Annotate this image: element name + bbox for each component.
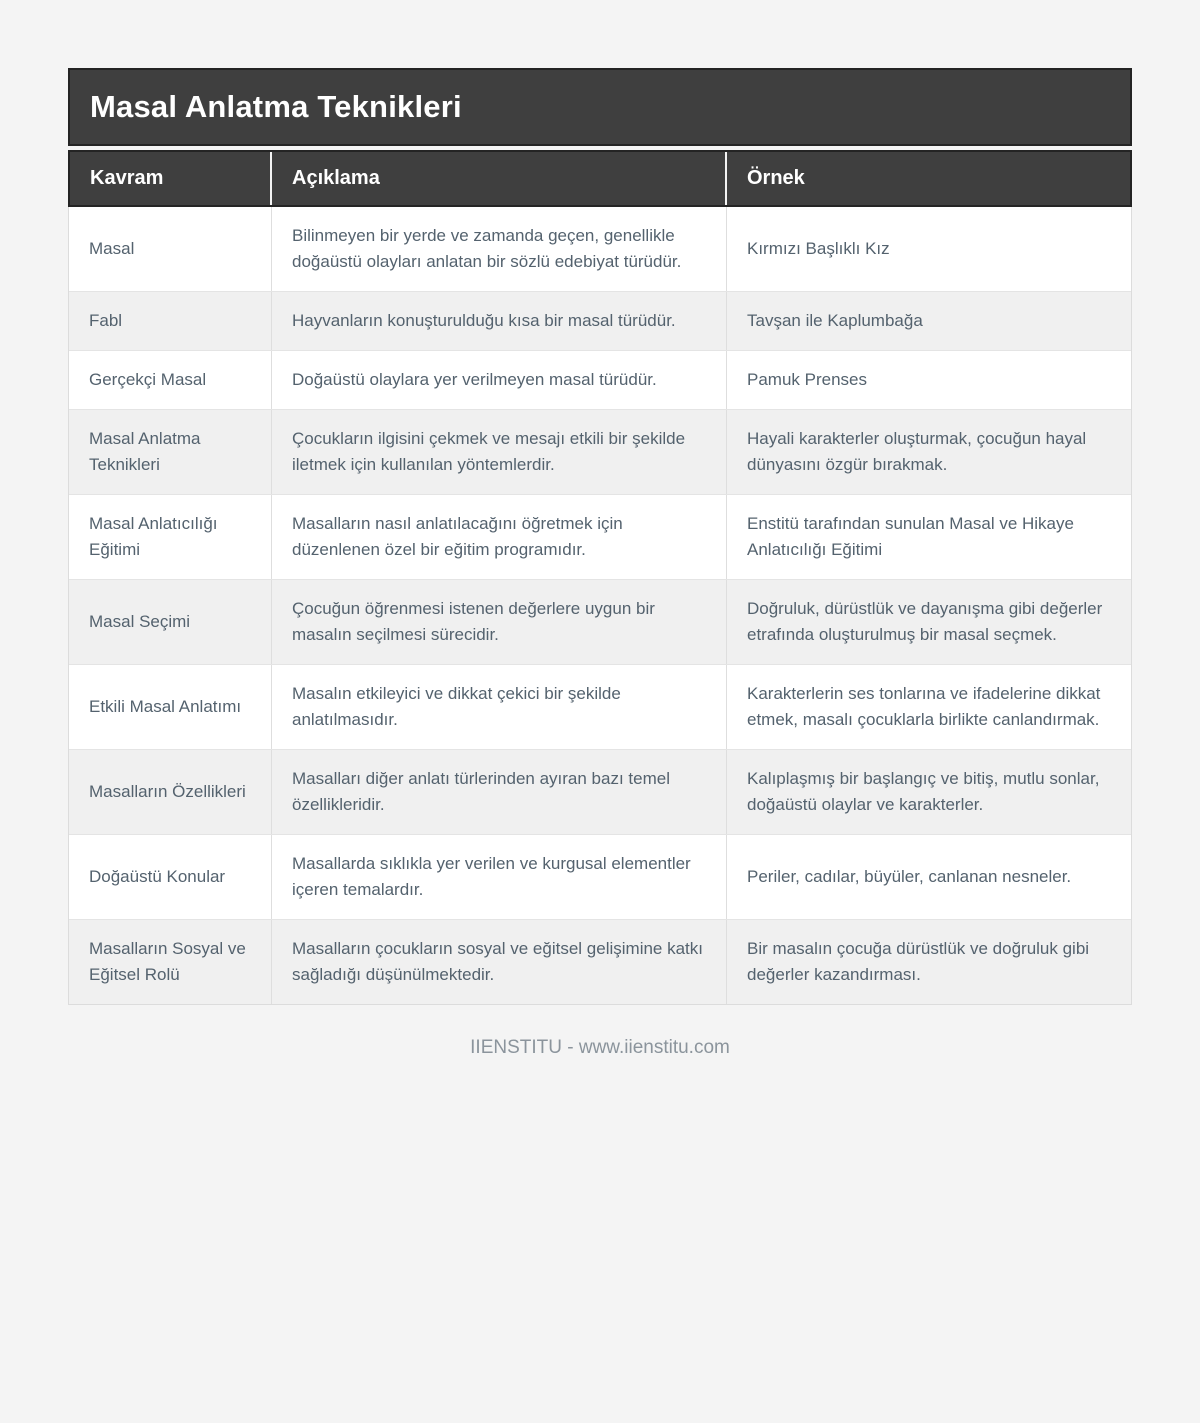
column-header-aciklama: Açıklama <box>270 152 725 205</box>
ornek-cell: Doğruluk, dürüstlük ve dayanışma gibi değerler etrafında oluşturulmuş bir masal seçmek. <box>726 580 1131 664</box>
aciklama-cell: Doğaüstü olaylara yer verilmeyen masal türüdür. <box>271 351 726 409</box>
ornek-cell: Pamuk Prenses <box>726 351 1131 409</box>
aciklama-cell: Masalları diğer anlatı türlerinden ayıran bazı temel özellikleridir. <box>271 750 726 834</box>
ornek-cell: Enstitü tarafından sunulan Masal ve Hikaye Anlatıcılığı Eğitimi <box>726 495 1131 579</box>
kavram-cell: Etkili Masal Anlatımı <box>89 697 242 716</box>
kavram-cell: Masal Seçimi <box>89 612 191 631</box>
column-header-ornek: Örnek <box>725 152 1130 205</box>
aciklama-cell: Bilinmeyen bir yerde ve zamanda geçen, genellikle doğaüstü olayları anlatan bir sözlü edebiyat türüdür. <box>271 207 726 291</box>
aciklama-cell: Hayvanların konuşturulduğu kısa bir masal türüdür. <box>271 292 726 350</box>
footer-credit: IIENSTITU - www.iienstitu.com <box>470 1037 730 1058</box>
table-header-row <box>68 150 1132 207</box>
ornek-cell: Tavşan ile Kaplumbağa <box>726 292 1131 350</box>
column-header-kavram: Kavram <box>90 167 164 189</box>
aciklama-cell: Masalın etkileyici ve dikkat çekici bir şekilde anlatılmasıdır. <box>271 665 726 749</box>
aciklama-cell: Masalların çocukların sosyal ve eğitsel gelişimine katkı sağladığı düşünülmektedir. <box>271 920 726 1004</box>
aciklama-cell: Masallarda sıklıkla yer verilen ve kurgusal elementler içeren temalardır. <box>271 835 726 919</box>
table-row <box>69 494 1131 579</box>
table-row <box>69 409 1131 494</box>
table-row <box>69 749 1131 834</box>
kavram-cell: Masalların Sosyal ve Eğitsel Rolü <box>89 939 246 984</box>
ornek-cell: Kalıplaşmış bir başlangıç ve bitiş, mutlu sonlar, doğaüstü olaylar ve karakterler. <box>726 750 1131 834</box>
ornek-cell: Hayali karakterler oluşturmak, çocuğun hayal dünyasını özgür bırakmak. <box>726 410 1131 494</box>
aciklama-cell: Masalların nasıl anlatılacağını öğretmek için düzenlenen özel bir eğitim programıdır. <box>271 495 726 579</box>
table-row <box>69 919 1131 1004</box>
page-title: Masal Anlatma Teknikleri <box>68 68 1132 146</box>
table-row <box>69 664 1131 749</box>
kavram-cell: Masal Anlatıcılığı Eğitimi <box>89 514 218 559</box>
ornek-cell: Karakterlerin ses tonlarına ve ifadelerine dikkat etmek, masalı çocuklarla birlikte canlandırmak. <box>726 665 1131 749</box>
aciklama-cell: Çocukların ilgisini çekmek ve mesajı etkili bir şekilde iletmek için kullanılan yöntemlerdir. <box>271 410 726 494</box>
table-row <box>69 579 1131 664</box>
ornek-cell: Periler, cadılar, büyüler, canlanan nesneler. <box>726 835 1131 919</box>
aciklama-cell: Çocuğun öğrenmesi istenen değerlere uygun bir masalın seçilmesi sürecidir. <box>271 580 726 664</box>
ornek-cell: Kırmızı Başlıklı Kız <box>726 207 1131 291</box>
table-body <box>68 207 1132 1005</box>
kavram-cell: Doğaüstü Konular <box>89 867 226 886</box>
table-row <box>69 207 1131 291</box>
table-row <box>69 291 1131 350</box>
kavram-cell: Fabl <box>89 311 123 330</box>
kavram-cell: Gerçekçi Masal <box>89 370 207 389</box>
ornek-cell: Bir masalın çocuğa dürüstlük ve doğruluk gibi değerler kazandırması. <box>726 920 1131 1004</box>
kavram-cell: Masal <box>89 239 135 258</box>
table-row <box>69 834 1131 919</box>
table-row <box>69 350 1131 409</box>
kavram-cell: Masalların Özellikleri <box>89 782 246 801</box>
table-card <box>68 68 1132 1005</box>
kavram-cell: Masal Anlatma Teknikleri <box>89 429 201 474</box>
